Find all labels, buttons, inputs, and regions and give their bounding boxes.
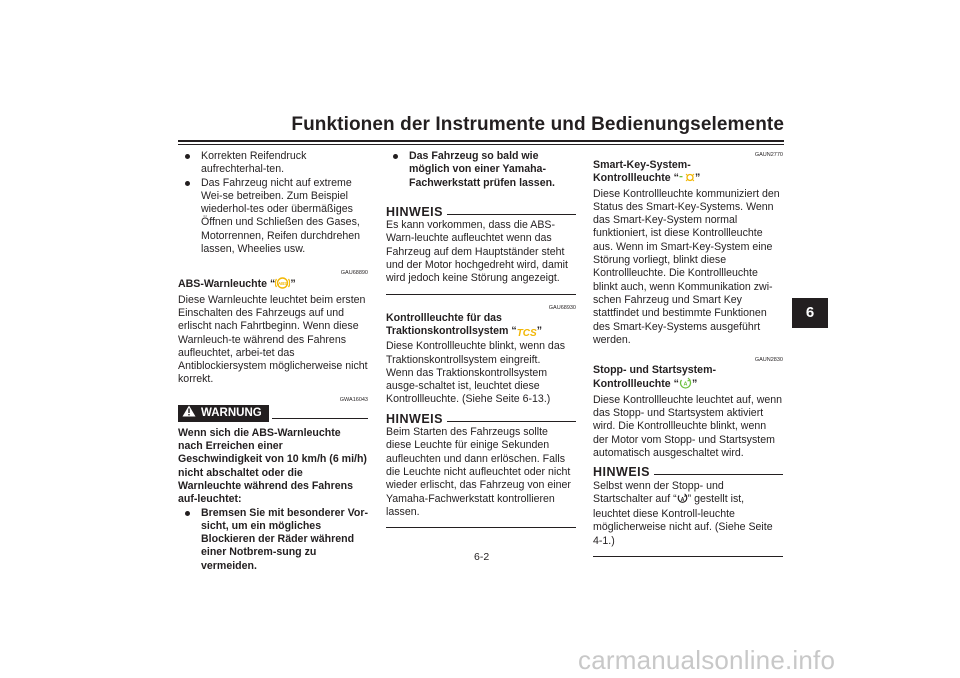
doc-code: GWA16043 <box>339 396 368 403</box>
hinweis-text: Selbst wenn der Stopp- und Startschalter auf “ A ” gestellt ist, leuchtet diese Kontroll-leuchte möglicherweise nicht auf. (Siehe Seite 4-1.) <box>593 479 773 547</box>
doc-code: GAU68930 <box>548 304 576 311</box>
section-title-abs: ABS-Warnleuchte “ ABS ” <box>178 277 368 293</box>
tcs-body-2: Wenn das Traktionskontrollsystem ausge-schaltet ist, leuchtet diese Kontrollleuchte. (Siehe Seite 6-13.) <box>386 366 551 406</box>
hinweis-header: HINWEIS <box>593 466 783 479</box>
column-middle <box>386 150 576 528</box>
svg-text:A: A <box>683 382 688 389</box>
chapter-tab: 6 <box>792 298 828 328</box>
doc-code: GAUN2830 <box>754 357 783 364</box>
svg-text:ABS: ABS <box>278 281 288 287</box>
bullet-item: Das Fahrzeug so bald wie möglich von einer Yamaha-Fachwerkstatt prüfen lassen. <box>386 150 576 190</box>
tcs-indicator-icon: TCS <box>516 327 537 339</box>
hinweis-header: HINWEIS <box>386 413 576 426</box>
header-rule-bottom <box>178 144 784 145</box>
bullet-item: Korrekten Reifendruck aufrechterhal-ten. <box>178 150 368 177</box>
watermark: carmanualsonline.info <box>578 645 836 675</box>
column-right <box>593 152 783 557</box>
stop-start-body: Diese Kontrollleuchte leuchtet auf, wenn das Stopp- und Startsystem aktiviert wird. Die Kontrollleuchte blinkt, wenn der Motor vom Stopp- und Startsystem automatisch ausgeschaltet wird. <box>593 393 783 459</box>
stop-start-indicator-icon <box>679 377 692 393</box>
tcs-body: Diese Kontrollleuchte blinkt, wenn das Traktionskontrollsystem eingreift. <box>386 340 566 366</box>
doc-code: GAU68890 <box>340 270 368 277</box>
warning-badge: WARNUNG <box>178 405 269 422</box>
hinweis-text: Beim Starten des Fahrzeugs sollte diese Leuchte für einige Sekunden aufleuchten und dann erlöschen. Falls die Leuchte nicht aufleuchtet oder nicht wieder erlischt, das Fahrzeug von einer Yamaha-Fachwerkstatt kontrollieren lassen. <box>386 426 571 518</box>
warning-text: Wenn sich die ABS-Warnleuchte nach Erreichen einer Geschwindigkeit von 10 km/h (6 mi/h) nicht abschaltet oder die Warnleuchte während des Fahrens auf-leuchtet: <box>178 426 367 506</box>
warning-triangle-icon <box>182 405 196 421</box>
svg-text:A: A <box>680 496 684 503</box>
hinweis-header: HINWEIS <box>386 206 576 219</box>
stop-start-switch-icon <box>677 493 688 508</box>
smart-key-body: Diese Kontrollleuchte kommuniziert den Status des Smart-Key-Systems. Wenn das Smart-Key-System normal funktioniert, ist diese Kontrollleuchte aus. Wenn im Smart-Key-System eine Störung vorliegt, blinkt diese Kontrollleuchte. Die Kontrollleuchte blinkt auch, wenn Kommunikation zwi-schen Fahrzeug und Smart Key stattfindet und bestimmte Funktionen des Smart-Key-Systems ausgeführt werden. <box>593 187 780 346</box>
hinweis-end-rule <box>386 527 576 528</box>
section-title-stop-start: Stopp- und Startsystem- Kontrollleuchte “ A ” <box>593 364 783 394</box>
page-number: 6-2 <box>474 551 490 563</box>
section-title-smart-key: Smart-Key-System- Kontrollleuchte “ ” <box>593 159 783 188</box>
page-header-title: Funktionen der Instrumente und Bedienungselemente <box>291 114 784 135</box>
hinweis-end-rule <box>386 294 576 295</box>
bullet-item: Das Fahrzeug nicht auf extreme Wei-se betreiben. Zum Beispiel wiederhol-tes oder übermäßiges Öffnen und Schließen des Gases, Motorrennen, Reifen durchdrehen lassen, Wheelies usw. <box>178 177 368 257</box>
column-left <box>178 150 368 573</box>
doc-code: GAUN2770 <box>754 152 783 158</box>
header-rule-top <box>178 140 784 142</box>
warning-header <box>178 405 368 422</box>
warning-bullet: Bremsen Sie mit besonderer Vor-sicht, um ein mögliches Blockieren der Räder während einer Notbrem-sung zu vermeiden. <box>178 507 368 573</box>
smart-key-indicator-icon <box>679 172 695 187</box>
abs-warning-icon <box>275 277 290 293</box>
hinweis-text: Es kann vorkommen, dass die ABS-Warn-leuchte aufleuchtet wenn das Fahrzeug auf dem Hauptständer steht und der Motor hochgedreht wird, damit wird jedoch keine Störung angezeigt. <box>386 219 568 285</box>
warning-rule <box>272 418 368 419</box>
section-title-tcs: Kontrollleuchte für das Traktionskontrollsystem “TCS” <box>386 311 542 339</box>
hinweis-end-rule <box>593 556 783 557</box>
abs-body: Diese Warnleuchte leuchtet beim ersten Einschalten des Fahrzeugs auf und erlischt nach Fahrtbeginn. Wenn diese Warnleuch-te während des Fahrens aufleuchtet, arbei-tet das Antiblockiersystem möglicherweise nicht korrekt. <box>178 293 368 386</box>
